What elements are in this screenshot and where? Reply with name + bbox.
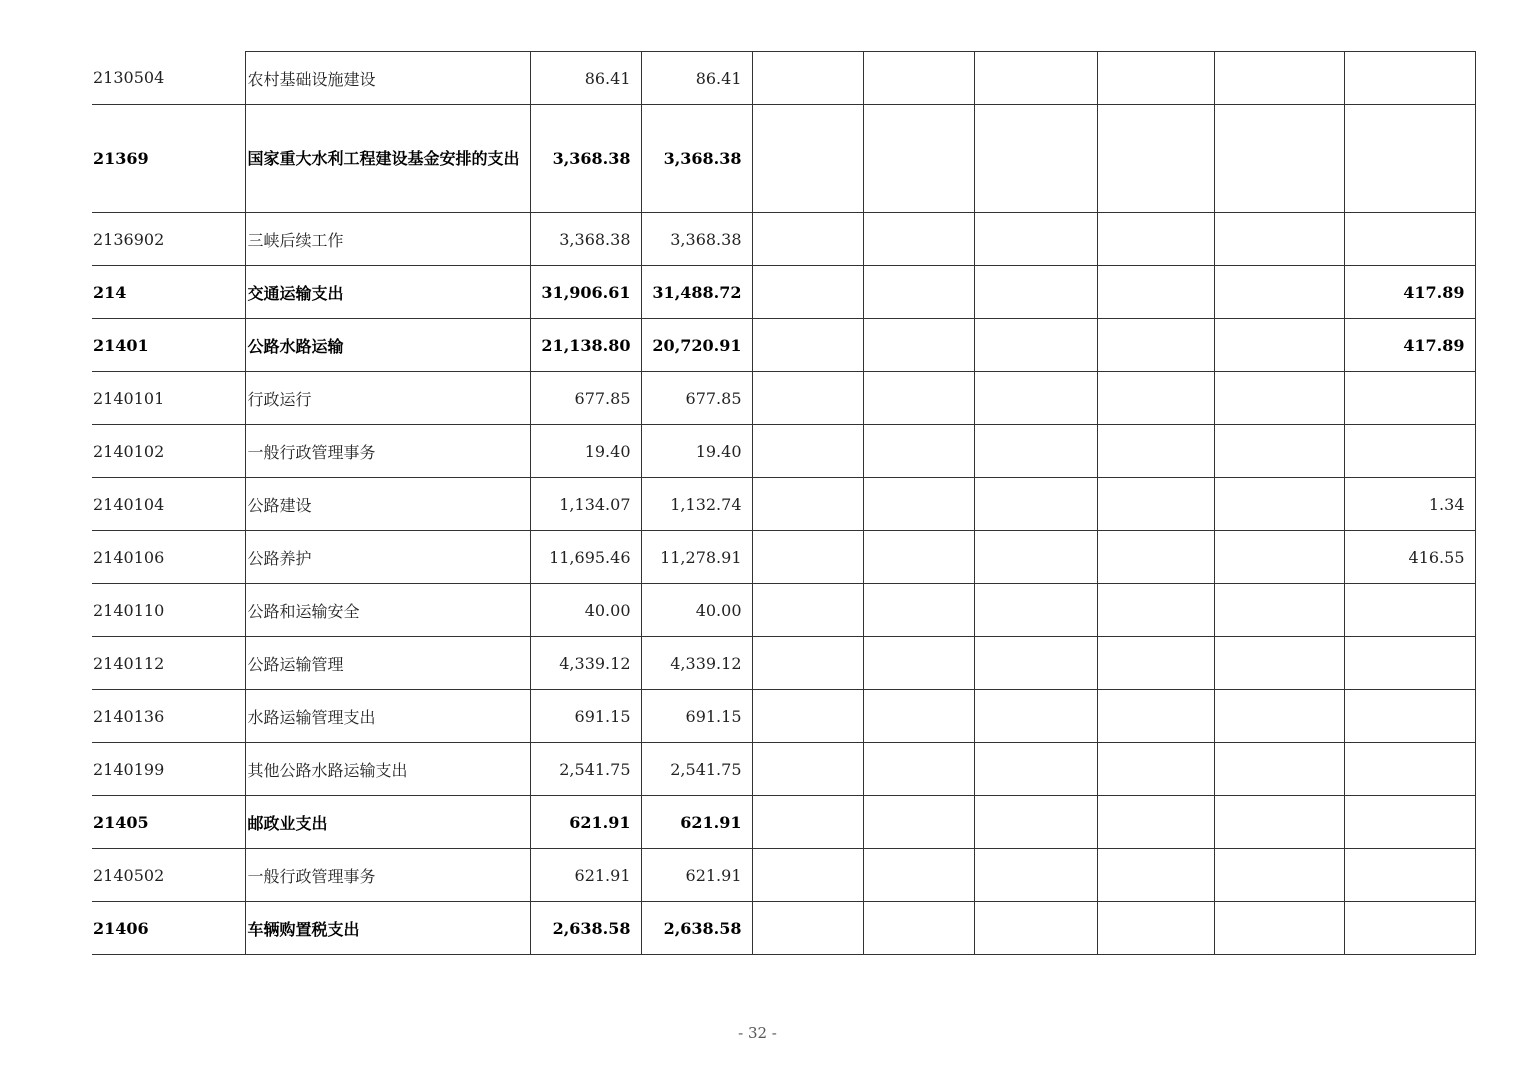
cell-amount bbox=[1344, 584, 1475, 637]
cell-name: 行政运行 bbox=[245, 372, 530, 425]
cell-amount bbox=[974, 372, 1097, 425]
cell-amount bbox=[1214, 584, 1344, 637]
cell-amount: 86.41 bbox=[530, 52, 641, 105]
cell-amount: 19.40 bbox=[530, 425, 641, 478]
cell-code: 2140110 bbox=[92, 584, 245, 637]
cell-amount bbox=[1097, 319, 1214, 372]
cell-amount: 2,638.58 bbox=[530, 902, 641, 955]
cell-amount bbox=[863, 796, 974, 849]
cell-amount bbox=[1344, 425, 1475, 478]
cell-amount bbox=[752, 425, 863, 478]
cell-amount bbox=[1214, 478, 1344, 531]
cell-amount bbox=[1097, 105, 1214, 213]
cell-name: 公路运输管理 bbox=[245, 637, 530, 690]
cell-name: 公路建设 bbox=[245, 478, 530, 531]
cell-amount: 417.89 bbox=[1344, 266, 1475, 319]
cell-name: 农村基础设施建设 bbox=[245, 52, 530, 105]
cell-amount bbox=[863, 531, 974, 584]
cell-amount bbox=[752, 531, 863, 584]
cell-code: 2140136 bbox=[92, 690, 245, 743]
cell-amount: 11,695.46 bbox=[530, 531, 641, 584]
cell-amount: 1.34 bbox=[1344, 478, 1475, 531]
cell-amount bbox=[752, 372, 863, 425]
cell-name: 公路养护 bbox=[245, 531, 530, 584]
budget-table bbox=[92, 51, 1476, 955]
cell-code: 21406 bbox=[92, 902, 245, 955]
cell-name: 公路水路运输 bbox=[245, 319, 530, 372]
table-row bbox=[92, 796, 1475, 849]
cell-amount bbox=[1097, 266, 1214, 319]
cell-amount bbox=[1214, 690, 1344, 743]
cell-amount: 11,278.91 bbox=[641, 531, 752, 584]
cell-amount bbox=[1097, 743, 1214, 796]
cell-amount bbox=[1214, 266, 1344, 319]
cell-amount bbox=[1214, 213, 1344, 266]
cell-amount: 19.40 bbox=[641, 425, 752, 478]
cell-amount bbox=[1097, 637, 1214, 690]
cell-amount bbox=[752, 478, 863, 531]
cell-amount bbox=[863, 902, 974, 955]
cell-amount: 621.91 bbox=[641, 849, 752, 902]
cell-amount: 3,368.38 bbox=[641, 105, 752, 213]
cell-code: 21405 bbox=[92, 796, 245, 849]
cell-amount bbox=[1214, 796, 1344, 849]
cell-amount bbox=[1097, 849, 1214, 902]
cell-amount bbox=[974, 531, 1097, 584]
cell-amount: 691.15 bbox=[641, 690, 752, 743]
cell-amount: 677.85 bbox=[641, 372, 752, 425]
cell-amount bbox=[1214, 425, 1344, 478]
table-row bbox=[92, 690, 1475, 743]
cell-amount: 4,339.12 bbox=[641, 637, 752, 690]
cell-amount bbox=[1344, 52, 1475, 105]
cell-amount bbox=[1097, 372, 1214, 425]
cell-name: 国家重大水利工程建设基金安排的支出 bbox=[245, 105, 530, 213]
cell-amount: 691.15 bbox=[530, 690, 641, 743]
cell-amount: 1,134.07 bbox=[530, 478, 641, 531]
table-row bbox=[92, 637, 1475, 690]
cell-amount bbox=[1344, 372, 1475, 425]
cell-amount bbox=[1097, 690, 1214, 743]
table-row bbox=[92, 266, 1475, 319]
cell-amount: 3,368.38 bbox=[530, 105, 641, 213]
cell-amount bbox=[1344, 902, 1475, 955]
cell-amount: 31,906.61 bbox=[530, 266, 641, 319]
cell-amount bbox=[1214, 105, 1344, 213]
cell-name: 其他公路水路运输支出 bbox=[245, 743, 530, 796]
cell-amount bbox=[974, 105, 1097, 213]
table-row bbox=[92, 319, 1475, 372]
cell-amount bbox=[863, 213, 974, 266]
cell-amount bbox=[1097, 531, 1214, 584]
cell-amount bbox=[1097, 584, 1214, 637]
cell-amount bbox=[974, 743, 1097, 796]
cell-amount bbox=[863, 372, 974, 425]
cell-amount bbox=[1344, 690, 1475, 743]
cell-code: 2130504 bbox=[92, 52, 245, 105]
cell-amount: 40.00 bbox=[530, 584, 641, 637]
cell-amount bbox=[752, 796, 863, 849]
cell-amount bbox=[974, 425, 1097, 478]
cell-amount bbox=[1344, 796, 1475, 849]
table-row bbox=[92, 902, 1475, 955]
cell-code: 2140502 bbox=[92, 849, 245, 902]
cell-amount bbox=[752, 690, 863, 743]
cell-amount bbox=[863, 743, 974, 796]
table-row bbox=[92, 105, 1475, 213]
cell-amount bbox=[1097, 213, 1214, 266]
cell-amount bbox=[1214, 531, 1344, 584]
cell-code: 2140106 bbox=[92, 531, 245, 584]
table-row bbox=[92, 584, 1475, 637]
cell-amount: 2,541.75 bbox=[530, 743, 641, 796]
cell-amount bbox=[863, 478, 974, 531]
table-row bbox=[92, 849, 1475, 902]
cell-amount bbox=[974, 266, 1097, 319]
cell-code: 2136902 bbox=[92, 213, 245, 266]
table-row bbox=[92, 478, 1475, 531]
cell-amount: 416.55 bbox=[1344, 531, 1475, 584]
cell-amount bbox=[1344, 849, 1475, 902]
cell-amount bbox=[1214, 319, 1344, 372]
cell-amount bbox=[863, 690, 974, 743]
cell-amount bbox=[1344, 105, 1475, 213]
cell-amount: 3,368.38 bbox=[641, 213, 752, 266]
table-row bbox=[92, 743, 1475, 796]
cell-amount: 86.41 bbox=[641, 52, 752, 105]
cell-amount bbox=[752, 213, 863, 266]
cell-amount bbox=[863, 425, 974, 478]
cell-amount bbox=[863, 319, 974, 372]
cell-amount bbox=[974, 52, 1097, 105]
cell-amount bbox=[1344, 743, 1475, 796]
cell-amount bbox=[863, 637, 974, 690]
cell-amount bbox=[863, 105, 974, 213]
cell-amount bbox=[1344, 213, 1475, 266]
cell-code: 214 bbox=[92, 266, 245, 319]
cell-amount: 4,339.12 bbox=[530, 637, 641, 690]
cell-name: 交通运输支出 bbox=[245, 266, 530, 319]
cell-amount bbox=[752, 105, 863, 213]
cell-amount bbox=[752, 52, 863, 105]
cell-amount bbox=[752, 849, 863, 902]
table-row bbox=[92, 531, 1475, 584]
cell-amount bbox=[1214, 849, 1344, 902]
cell-amount bbox=[1097, 425, 1214, 478]
cell-amount: 621.91 bbox=[530, 849, 641, 902]
cell-amount: 2,638.58 bbox=[641, 902, 752, 955]
table-row bbox=[92, 425, 1475, 478]
cell-amount bbox=[974, 213, 1097, 266]
cell-amount bbox=[752, 319, 863, 372]
cell-amount bbox=[1344, 637, 1475, 690]
cell-name: 邮政业支出 bbox=[245, 796, 530, 849]
cell-code: 21369 bbox=[92, 105, 245, 213]
table-row bbox=[92, 213, 1475, 266]
cell-code: 21401 bbox=[92, 319, 245, 372]
cell-amount bbox=[1214, 902, 1344, 955]
cell-amount: 3,368.38 bbox=[530, 213, 641, 266]
cell-name: 三峡后续工作 bbox=[245, 213, 530, 266]
cell-name: 公路和运输安全 bbox=[245, 584, 530, 637]
cell-code: 2140199 bbox=[92, 743, 245, 796]
cell-amount: 31,488.72 bbox=[641, 266, 752, 319]
cell-amount bbox=[752, 637, 863, 690]
cell-amount bbox=[863, 52, 974, 105]
cell-amount bbox=[974, 319, 1097, 372]
cell-amount bbox=[1097, 52, 1214, 105]
cell-code: 2140104 bbox=[92, 478, 245, 531]
cell-code: 2140112 bbox=[92, 637, 245, 690]
cell-amount bbox=[1214, 52, 1344, 105]
cell-name: 一般行政管理事务 bbox=[245, 425, 530, 478]
cell-amount bbox=[1214, 372, 1344, 425]
cell-amount bbox=[974, 584, 1097, 637]
cell-amount: 21,138.80 bbox=[530, 319, 641, 372]
table-row bbox=[92, 372, 1475, 425]
cell-amount: 40.00 bbox=[641, 584, 752, 637]
table-body bbox=[92, 52, 1475, 955]
cell-name: 水路运输管理支出 bbox=[245, 690, 530, 743]
cell-name: 一般行政管理事务 bbox=[245, 849, 530, 902]
cell-amount bbox=[752, 266, 863, 319]
cell-amount: 417.89 bbox=[1344, 319, 1475, 372]
cell-amount bbox=[752, 743, 863, 796]
cell-amount bbox=[752, 584, 863, 637]
table-row bbox=[92, 52, 1475, 105]
cell-amount: 621.91 bbox=[530, 796, 641, 849]
cell-amount bbox=[974, 637, 1097, 690]
cell-amount bbox=[863, 584, 974, 637]
cell-amount bbox=[1097, 796, 1214, 849]
cell-amount bbox=[863, 266, 974, 319]
cell-amount bbox=[974, 478, 1097, 531]
cell-amount bbox=[863, 849, 974, 902]
cell-amount bbox=[974, 902, 1097, 955]
cell-amount bbox=[1214, 637, 1344, 690]
cell-amount: 1,132.74 bbox=[641, 478, 752, 531]
cell-name: 车辆购置税支出 bbox=[245, 902, 530, 955]
cell-amount bbox=[1214, 743, 1344, 796]
cell-amount bbox=[974, 796, 1097, 849]
cell-amount bbox=[1097, 902, 1214, 955]
cell-amount bbox=[1097, 478, 1214, 531]
page-number: - 32 - bbox=[738, 1024, 777, 1042]
cell-amount: 20,720.91 bbox=[641, 319, 752, 372]
cell-amount: 621.91 bbox=[641, 796, 752, 849]
cell-code: 2140102 bbox=[92, 425, 245, 478]
cell-amount: 677.85 bbox=[530, 372, 641, 425]
cell-amount: 2,541.75 bbox=[641, 743, 752, 796]
cell-amount bbox=[974, 849, 1097, 902]
cell-amount bbox=[752, 902, 863, 955]
cell-code: 2140101 bbox=[92, 372, 245, 425]
cell-amount bbox=[974, 690, 1097, 743]
